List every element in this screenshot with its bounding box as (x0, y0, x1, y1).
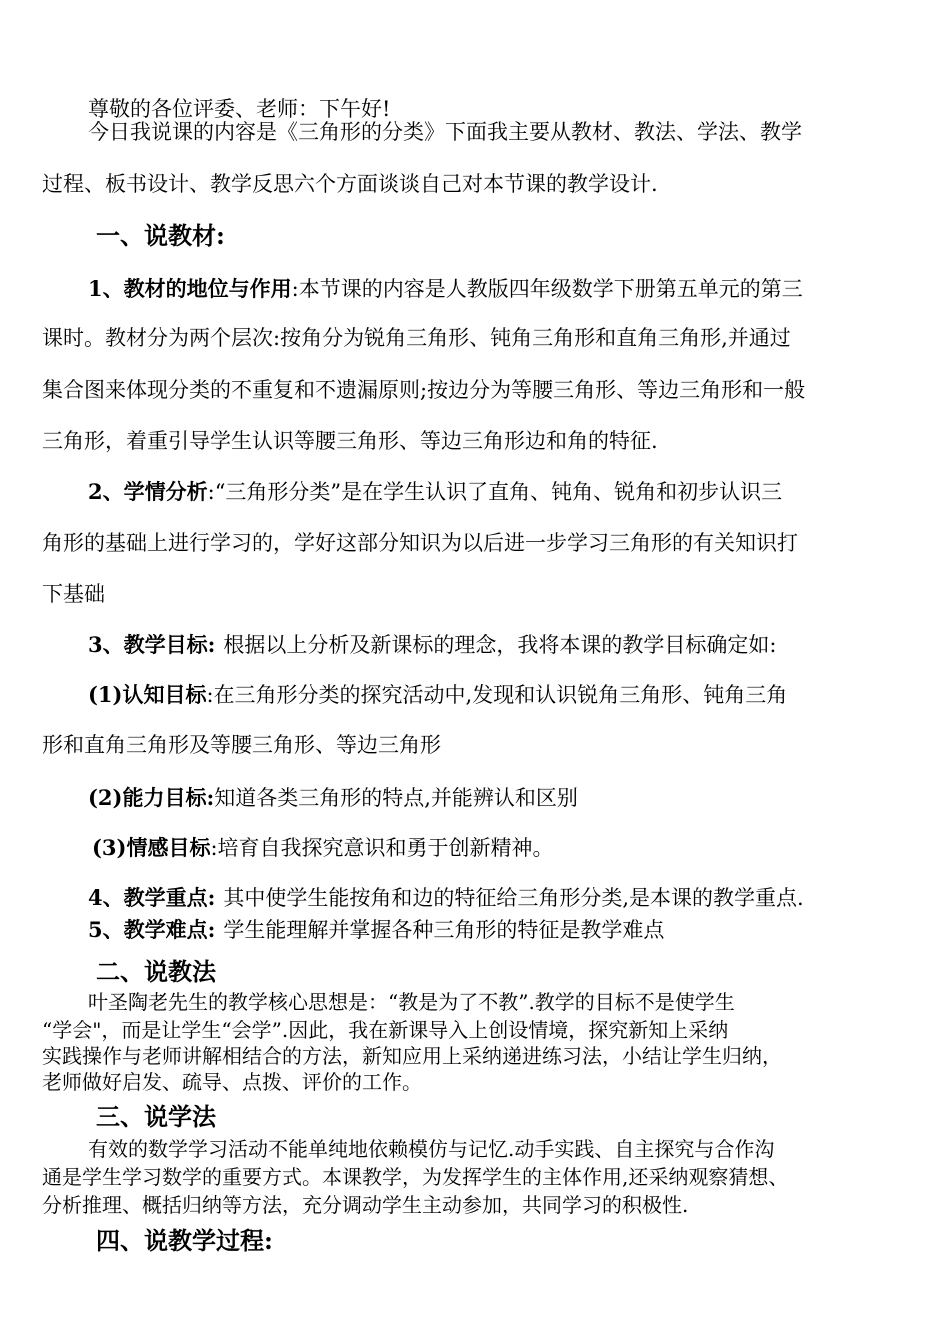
item-text: 其中使学生能按角和边的特征给三角形分类,是本课的教学重点. (223, 886, 804, 910)
paragraph-line (88, 887, 804, 909)
item-text: :本节课的内容是人教版四年级数学下册第五单元的第三 (291, 277, 803, 301)
paragraph-line: 形和直角三角形及等腰三角形、等边三角形 (42, 733, 441, 757)
item-label: 2、学情分析 (88, 479, 208, 504)
goal-label: (1)认知目标 (88, 682, 207, 707)
paragraph-line: 实践操作与老师讲解相结合的方法，新知应用上采纳递进练习法，小结让学生归纳， (42, 1044, 782, 1068)
paragraph-line: 老师做好启发、疏导、点拨、评价的工作。 (42, 1070, 422, 1094)
paragraph-line: 三角形，着重引导学生认识等腰三角形、等边三角形边和角的特征. (42, 429, 658, 453)
paragraph-line: “学会"，而是让学生“会学”.因此，我在新课导入上创设情境，探究新知上采纳 (42, 1018, 729, 1042)
section-heading: 一、说教材: (96, 221, 225, 250)
section-heading: 四、说教学过程: (96, 1226, 273, 1255)
paragraph-line (88, 481, 782, 503)
goal-label: (2)能力目标: (88, 785, 215, 810)
goal-text: 知道各类三角形的特点,并能辨认和区别 (214, 786, 578, 810)
paragraph-line (88, 684, 787, 706)
goal-label: (3)情感目标 (92, 835, 211, 860)
item-text: :“三角形分类”是在学生认识了直角、钝角、锐角和初步认识三 (207, 480, 783, 504)
paragraph-line: 分析推理、概括归纳等方法，充分调动学生主动参加，共同学习的积极性. (42, 1193, 689, 1217)
paragraph-line: 有效的数学学习活动不能单纯地依赖模仿与记忆.动手实践、自主探究与合作沟 (88, 1137, 775, 1161)
intro-line: 今日我说课的内容是《三角形的分类》下面我主要从教材、教法、学法、教学 (88, 120, 802, 144)
item-label: 1、教材的地位与作用 (88, 276, 292, 301)
greeting: 尊敬的各位评委、老师：下午好! (88, 97, 391, 121)
paragraph-line (88, 278, 803, 300)
paragraph-line: 通是学生学习数学的重要方式。本课教学，为发挥学生的主体作用,还采纳观察猜想、 (42, 1165, 789, 1189)
item-label: 5、教学难点: (88, 917, 216, 942)
item-text: 学生能理解并掌握各种三角形的特征是教学难点 (223, 918, 665, 942)
item-label: 3、教学目标: (88, 632, 216, 657)
paragraph-line: 角形的基础上进行学习的，学好这部分知识为以后进一步学习三角形的有关知识打 (42, 531, 798, 555)
intro-line: 过程、板书设计、教学反思六个方面谈谈自己对本节课的教学设计. (42, 172, 658, 196)
item-text: 根据以上分析及新课标的理念，我将本课的教学目标确定如: (223, 633, 777, 657)
paragraph-line (92, 837, 554, 859)
item-label: 4、教学重点: (88, 885, 216, 910)
section-heading: 二、说教法 (96, 957, 216, 986)
goal-text: :在三角形分类的探究活动中,发现和认识锐角三角形、钝角三角 (206, 683, 788, 707)
goal-text: :培育自我探究意识和勇于创新精神。 (210, 836, 554, 860)
paragraph-line (88, 634, 776, 656)
paragraph-line: 叶圣陶老先生的教学核心思想是：“教是为了不教”.教学的目标不是使学生 (88, 990, 735, 1014)
paragraph-line (88, 787, 578, 809)
paragraph-line: 下基础 (42, 582, 105, 606)
section-heading: 三、说学法 (96, 1102, 216, 1131)
paragraph-line (88, 919, 664, 941)
paragraph-line: 集合图来体现分类的不重复和不遗漏原则;按边分为等腰三角形、等边三角形和一般 (42, 378, 806, 402)
paragraph-line: 课时。教材分为两个层次:按角分为锐角三角形、钝角三角形和直角三角形,并通过 (42, 326, 791, 350)
